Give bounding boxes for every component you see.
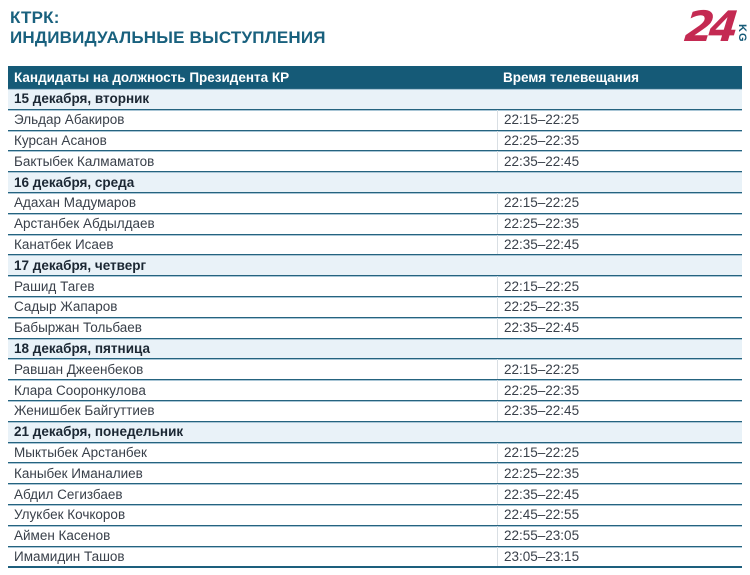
candidate-name: Канатбек Исаев bbox=[14, 236, 114, 252]
table-row bbox=[8, 483, 742, 504]
candidate-name: Аймен Касенов bbox=[14, 528, 111, 544]
broadcast-time: 22:25–22:35 bbox=[497, 131, 742, 151]
candidate-name: Имамидин Ташов bbox=[14, 548, 125, 564]
candidate-name: Адахан Мадумаров bbox=[14, 195, 137, 211]
candidate-name: Эльдар Абакиров bbox=[14, 112, 125, 128]
section-row-date bbox=[8, 254, 742, 275]
candidate-name: Рашид Тагев bbox=[14, 278, 95, 294]
broadcast-schedule-table bbox=[8, 66, 742, 568]
broadcast-time: 22:35–22:45 bbox=[497, 484, 742, 504]
candidate-name: Курсан Асанов bbox=[14, 132, 107, 148]
table-row bbox=[8, 275, 742, 296]
broadcast-time: 22:25–22:35 bbox=[497, 297, 742, 317]
candidate-name: Арстанбек Абдылдаев bbox=[14, 216, 155, 232]
table-row bbox=[8, 234, 742, 255]
table-row bbox=[8, 442, 742, 463]
section-date: 17 декабря, четверг bbox=[14, 257, 147, 273]
table-row bbox=[8, 296, 742, 317]
section-row-date bbox=[8, 171, 742, 192]
candidate-name: Абдил Сегизбаев bbox=[14, 486, 123, 502]
table-row bbox=[8, 109, 742, 130]
table-row bbox=[8, 213, 742, 234]
broadcast-time: 23:05–23:15 bbox=[497, 547, 742, 567]
table-row bbox=[8, 462, 742, 483]
broadcast-time: 22:35–22:45 bbox=[497, 318, 742, 338]
logo-24kg bbox=[682, 2, 748, 51]
table-row bbox=[8, 504, 742, 525]
page-title bbox=[10, 8, 326, 48]
candidate-name: Клара Сооронкулова bbox=[14, 382, 146, 398]
table-header bbox=[8, 66, 742, 88]
candidate-name: Улукбек Кочкоров bbox=[14, 507, 126, 523]
broadcast-time: 22:35–22:45 bbox=[497, 401, 742, 421]
candidate-name: Равшан Джеенбеков bbox=[14, 361, 144, 377]
table-row bbox=[8, 192, 742, 213]
table-row bbox=[8, 358, 742, 379]
broadcast-time: 22:15–22:25 bbox=[497, 193, 742, 213]
table-row bbox=[8, 525, 742, 546]
logo-kg-label: KG bbox=[736, 24, 748, 43]
broadcast-time: 22:55–23:05 bbox=[497, 526, 742, 546]
page-title-line2: ИНДИВИДУАЛЬНЫЕ ВЫСТУПЛЕНИЯ bbox=[10, 28, 326, 47]
broadcast-time: 22:15–22:25 bbox=[497, 443, 742, 463]
broadcast-time: 22:35–22:45 bbox=[497, 151, 742, 171]
candidate-name: Каныбек Иманалиев bbox=[14, 465, 143, 481]
broadcast-time: 22:25–22:35 bbox=[497, 380, 742, 400]
section-date: 16 декабря, среда bbox=[14, 174, 135, 190]
logo-24-icon: 24 bbox=[682, 2, 736, 51]
table-row bbox=[8, 546, 742, 567]
broadcast-time: 22:15–22:25 bbox=[497, 276, 742, 296]
section-date: 18 декабря, пятница bbox=[14, 340, 150, 356]
page-title-line1: КТРК: bbox=[10, 8, 60, 27]
column-header-time: Время телевещания bbox=[503, 69, 639, 85]
section-row-date bbox=[8, 88, 742, 109]
section-row-date bbox=[8, 338, 742, 359]
broadcast-time: 22:25–22:35 bbox=[497, 214, 742, 234]
column-header-candidates: Кандидаты на должность Президента КР bbox=[14, 69, 290, 85]
section-date: 21 декабря, понедельник bbox=[14, 424, 184, 440]
candidate-name: Садыр Жапаров bbox=[14, 299, 118, 315]
table-row bbox=[8, 150, 742, 171]
candidate-name: Мыктыбек Арстанбек bbox=[14, 444, 147, 460]
section-row-date bbox=[8, 421, 742, 442]
broadcast-time: 22:35–22:45 bbox=[497, 235, 742, 255]
section-date: 15 декабря, вторник bbox=[14, 91, 150, 107]
table-row bbox=[8, 379, 742, 400]
broadcast-time: 22:25–22:35 bbox=[497, 463, 742, 483]
candidate-name: Женишбек Байгуттиев bbox=[14, 403, 155, 419]
broadcast-time: 22:15–22:25 bbox=[497, 359, 742, 379]
broadcast-time: 22:15–22:25 bbox=[497, 110, 742, 130]
candidate-name: Бактыбек Калмаматов bbox=[14, 153, 155, 169]
broadcast-time: 22:45–22:55 bbox=[497, 505, 742, 525]
table-row bbox=[8, 317, 742, 338]
candidate-name: Бабыржан Тольбаев bbox=[14, 320, 142, 336]
table-row bbox=[8, 130, 742, 151]
table-row bbox=[8, 400, 742, 421]
